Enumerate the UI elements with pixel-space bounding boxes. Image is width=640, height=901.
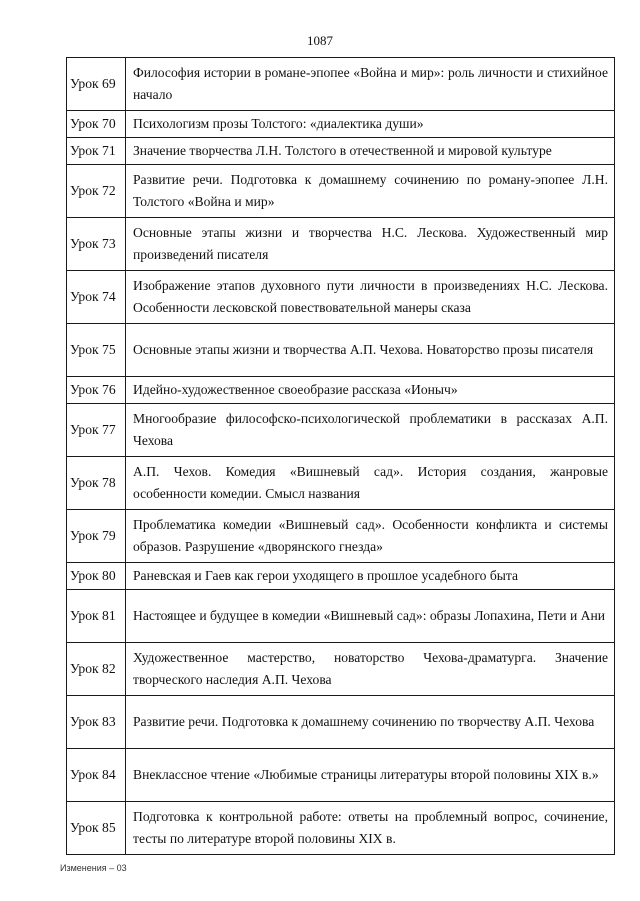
lesson-topic: Значение творчества Л.Н. Толстого в отечественной и мировой культуре xyxy=(126,138,615,165)
lesson-number: Урок 78 xyxy=(67,457,126,510)
lesson-number: Урок 79 xyxy=(67,510,126,563)
lesson-number: Урок 72 xyxy=(67,165,126,218)
lesson-number: Урок 80 xyxy=(67,563,126,590)
lesson-table xyxy=(66,57,615,855)
lesson-topic: Развитие речи. Подготовка к домашнему сочинению по роману-эпопее Л.Н. Толстого «Война и мир» xyxy=(126,165,615,218)
page-number: 1087 xyxy=(307,33,333,48)
footer-revision-note: Изменения – 03 xyxy=(60,863,127,873)
lesson-topic: А.П. Чехов. Комедия «Вишневый сад». История создания, жанровые особенности комедии. Смысл названия xyxy=(126,457,615,510)
lesson-row xyxy=(67,802,615,855)
lesson-number: Урок 76 xyxy=(67,377,126,404)
lesson-number: Урок 82 xyxy=(67,643,126,696)
lesson-topic: Внеклассное чтение «Любимые страницы литературы второй половины XIX в.» xyxy=(126,749,615,802)
lesson-row xyxy=(67,138,615,165)
lesson-row xyxy=(67,457,615,510)
lesson-number: Урок 69 xyxy=(67,58,126,111)
lesson-topic: Подготовка к контрольной работе: ответы на проблемный вопрос, сочинение, тесты по литературе второй половины XIX в. xyxy=(126,802,615,855)
lesson-topic: Многообразие философско-психологической проблематики в рассказах А.П. Чехова xyxy=(126,404,615,457)
lesson-number: Урок 83 xyxy=(67,696,126,749)
lesson-topic: Философия истории в романе-эпопее «Война и мир»: роль личности и стихийное начало xyxy=(126,58,615,111)
lesson-number: Урок 84 xyxy=(67,749,126,802)
lesson-row xyxy=(67,563,615,590)
lesson-row xyxy=(67,165,615,218)
lesson-number: Урок 71 xyxy=(67,138,126,165)
lesson-number: Урок 85 xyxy=(67,802,126,855)
lesson-row xyxy=(67,271,615,324)
lesson-topic: Раневская и Гаев как герои уходящего в прошлое усадебного быта xyxy=(126,563,615,590)
lesson-row xyxy=(67,58,615,111)
lesson-topic: Художественное мастерство, новаторство Чехова-драматурга. Значение творческого наследия А.П. Чехова xyxy=(126,643,615,696)
lesson-topic: Настоящее и будущее в комедии «Вишневый сад»: образы Лопахина, Пети и Ани xyxy=(126,590,615,643)
lesson-topic: Идейно-художественное своеобразие рассказа «Ионыч» xyxy=(126,377,615,404)
lesson-topic: Психологизм прозы Толстого: «диалектика души» xyxy=(126,111,615,138)
lesson-row xyxy=(67,643,615,696)
lesson-row xyxy=(67,590,615,643)
lesson-topic: Основные этапы жизни и творчества Н.С. Лескова. Художественный мир произведений писателя xyxy=(126,218,615,271)
lesson-topic: Основные этапы жизни и творчества А.П. Чехова. Новаторство прозы писателя xyxy=(126,324,615,377)
lesson-number: Урок 74 xyxy=(67,271,126,324)
lesson-number: Урок 73 xyxy=(67,218,126,271)
lesson-row xyxy=(67,510,615,563)
lesson-number: Урок 77 xyxy=(67,404,126,457)
lesson-row xyxy=(67,404,615,457)
lesson-topic: Изображение этапов духовного пути личности в произведениях Н.С. Лескова. Особенности лесковской повествовательной манеры сказа xyxy=(126,271,615,324)
lesson-topic: Проблематика комедии «Вишневый сад». Особенности конфликта и системы образов. Разрушение «дворянского гнезда» xyxy=(126,510,615,563)
lesson-topic: Развитие речи. Подготовка к домашнему сочинению по творчеству А.П. Чехова xyxy=(126,696,615,749)
lesson-table-body xyxy=(67,58,615,855)
lesson-row xyxy=(67,218,615,271)
lesson-row xyxy=(67,111,615,138)
lesson-number: Урок 81 xyxy=(67,590,126,643)
lesson-row xyxy=(67,696,615,749)
lesson-row xyxy=(67,324,615,377)
lesson-row xyxy=(67,377,615,404)
lesson-number: Урок 70 xyxy=(67,111,126,138)
lesson-number: Урок 75 xyxy=(67,324,126,377)
lesson-row xyxy=(67,749,615,802)
